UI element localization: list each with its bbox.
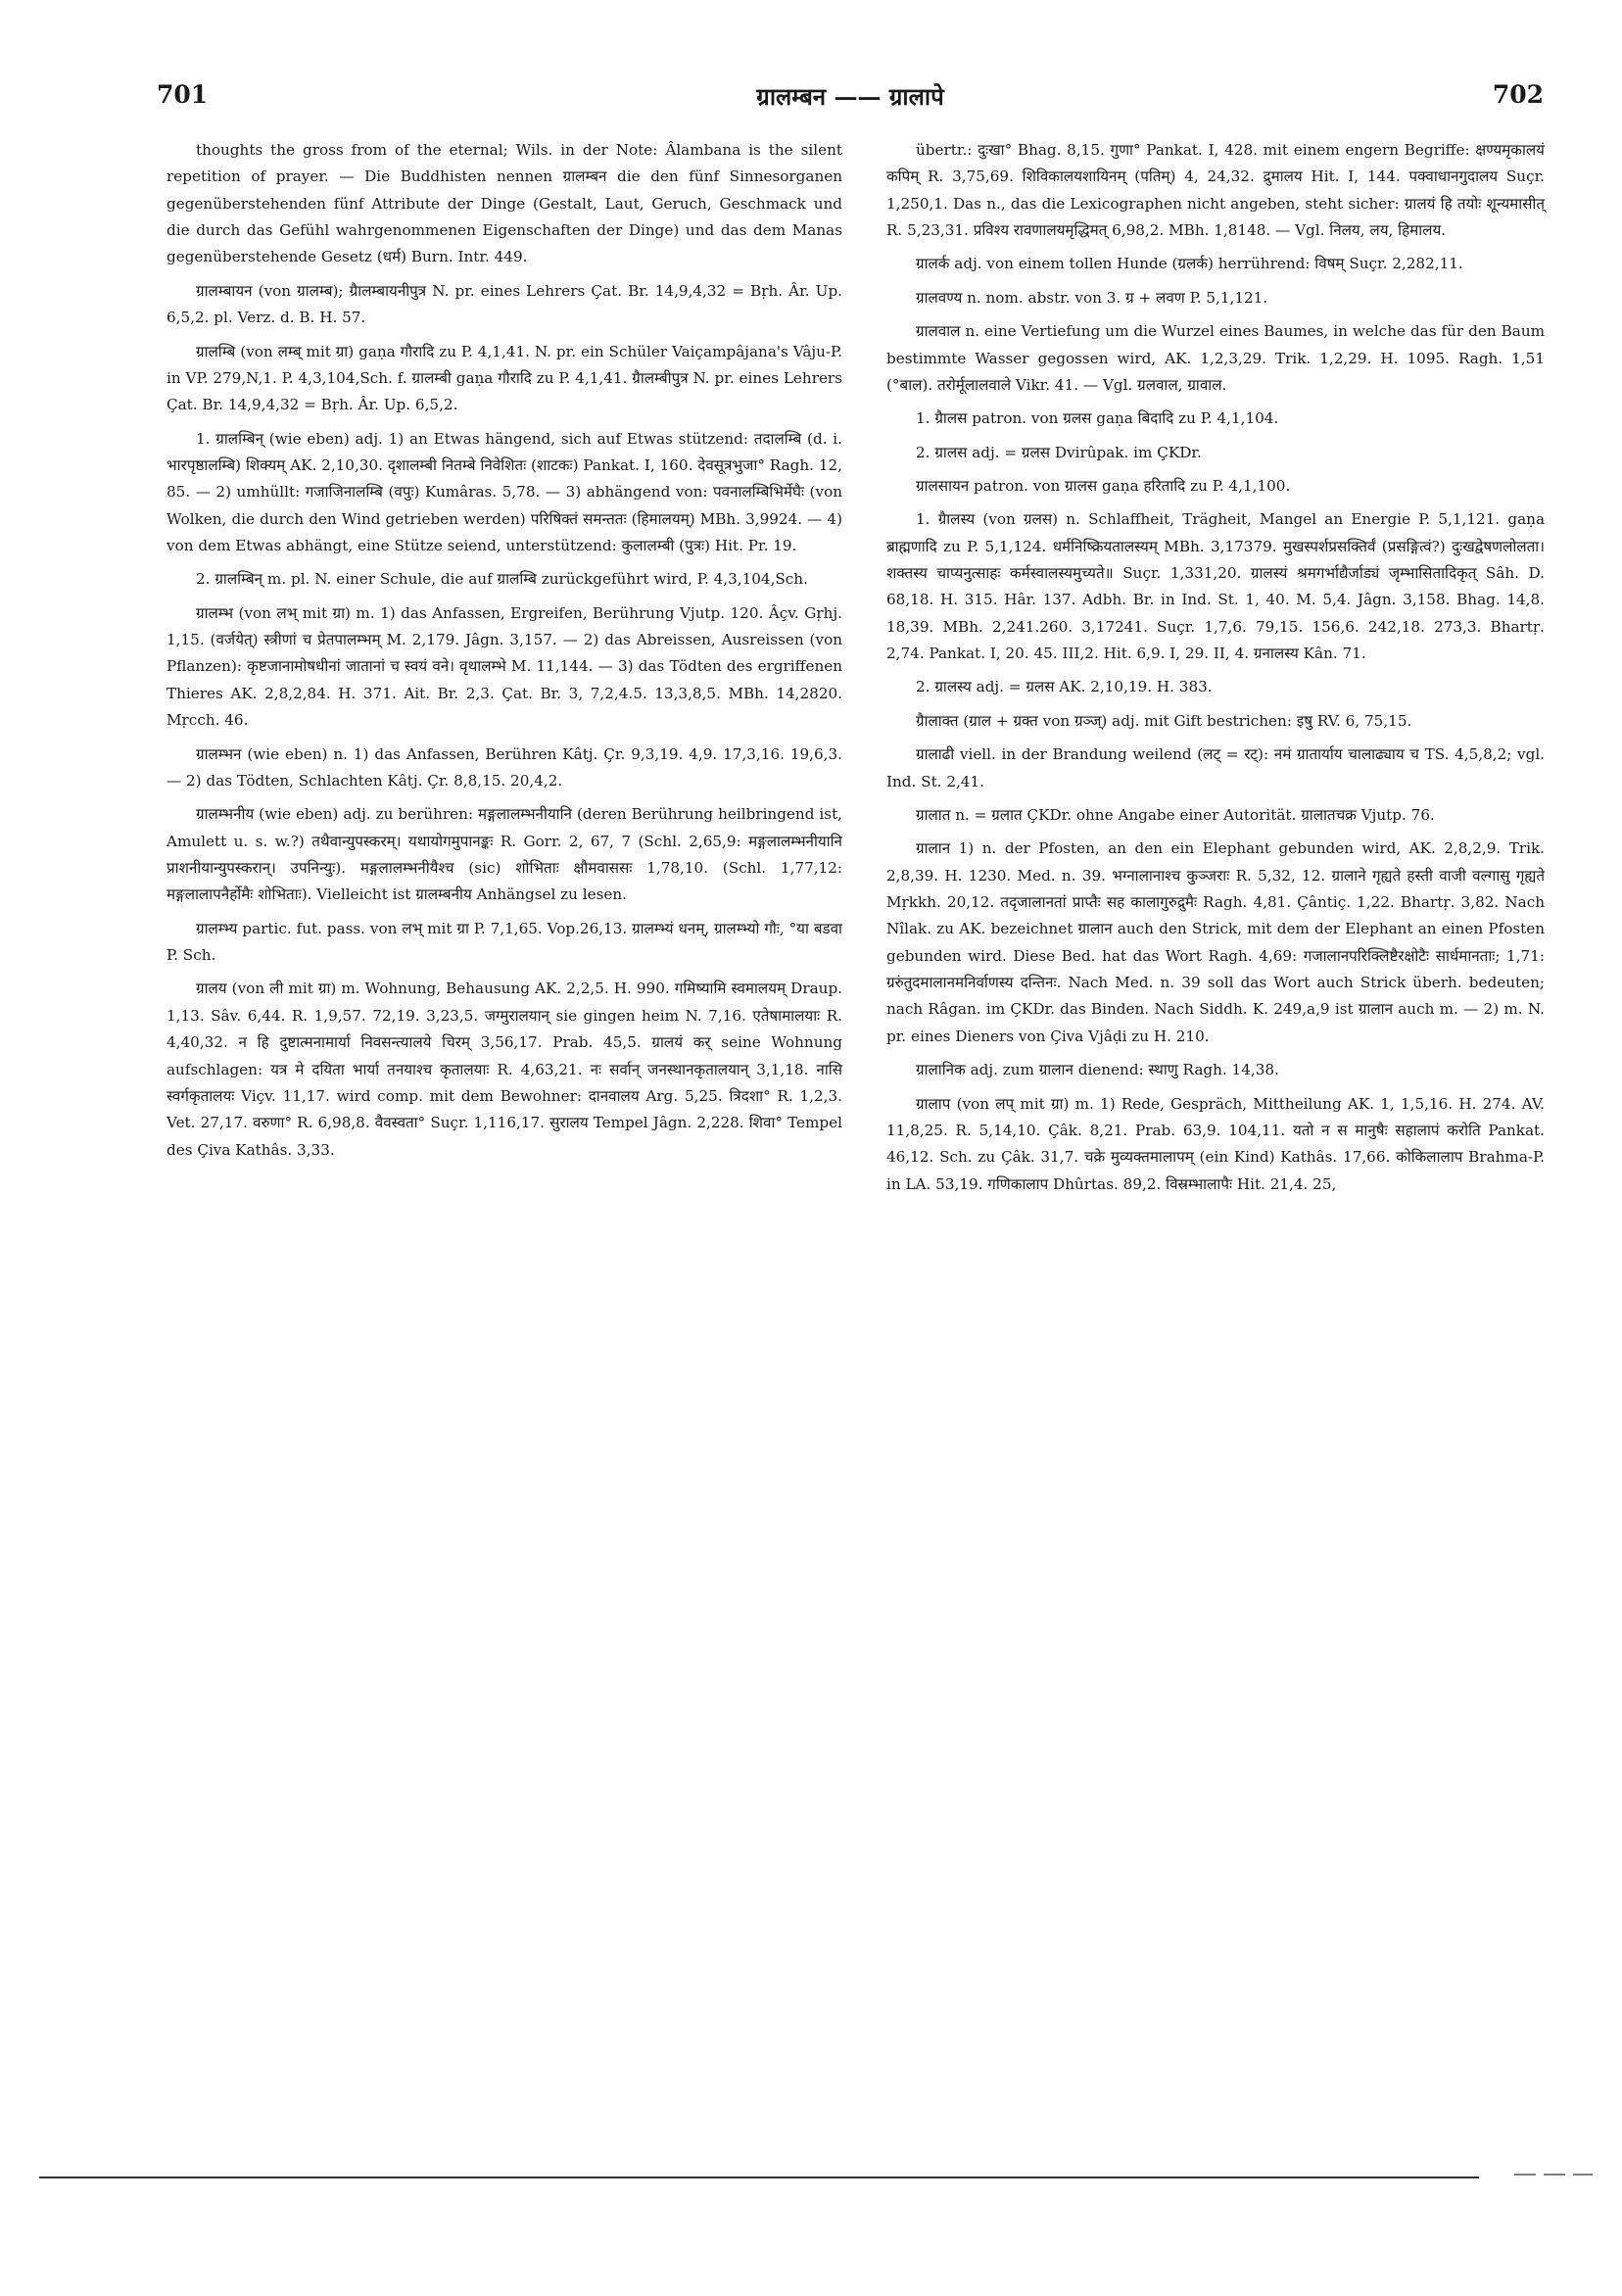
entry: ग्रालवाल n. eine Vertiefung um die Wurzel eines Baumes, in welche das für den Baum bestimmte Wasser gegossen wird, AK. 1,2,3,29. Trik. 1,2,29. H. 1095. Ragh. 1,51 (°बाल). तरोर्मूलालवाले Vikr. 41. — Vgl. ग्रलवाल, ग्रावाल. bbox=[886, 322, 1545, 394]
entry: 2. ग्रालम्बिन् m. pl. N. einer Schule, die auf ग्रालम्बि zurückgeführt wird, P. 4,3,104,Sch. bbox=[196, 570, 808, 589]
entry: ग्रालम्भ (von लभ् mit ग्रा) m. 1) das Anfassen, Ergreifen, Berührung Vjutp. 120. Âçv. Gṛhj. 1,15. (वर्जयेत्) स्त्रीणां च प्रेतपालम्भम् M. 2,179. Jâgn. 3,157. — 2) das Abreissen, Ausreissen (von Pflanzen): कृष्टजानामोषधीनां जातानां च स्वयं वने। वृथालम्भे M. 11,144. — 3) das Tödten des ergriffenen Thieres AK. 2,8,2,84. H. 371. Ait. Br. 2,3. Çat. Br. 3, 7,2,4.5. 13,3,8,5. MBh. 14,2820. Mṛcch. 46. bbox=[167, 603, 842, 730]
entry: ग्रालम्बायन (von ग्रालम्ब); ग्रैालम्बायनीपुत्र N. pr. eines Lehrers Çat. Br. 14,9,4,32 = Bṛh. Âr. Up. 6,5,2. pl. Verz. d. B. H. 57. bbox=[167, 281, 842, 327]
entry: 1. ग्रालम्बिन् (wie eben) adj. 1) an Etwas hängend, sich auf Etwas stützend: तदालम्बि (d. i. भारपृष्ठालम्बि) शिक्यम् AK. 2,10,30. दृशालम्बी नितम्बे निवेशितः (शाटकः) Pankat. I, 160. देवसूत्रभुजा° Ragh. 12, 85. — 2) umhüllt: गजाजिनालम्बि (वपुः) Kumâras. 5,78. — 3) abhängend von: पवनालम्बिभिर्मेघैः (von Wolken, die durch den Wind getrieben werden) परिषिक्तं समन्ततः (हिमालयम्) MBh. 3,9924. — 4) von dem Etwas abhängt, eine Stütze seiend, unterstützend: कुलालम्बी (पुत्रः) Hit. Pr. 19. bbox=[167, 429, 842, 555]
entry: ग्रालम्भनीय (wie eben) adj. zu berühren: मङ्गलालम्भनीयानि (deren Berührung heilbringend ist, Amulett u. s. w.?) तथैवान्युपस्करम्। यथायोगमुपानङ्कः R. Gorr. 2, 67, 7 (Schl. 2,65,9: मङ्गलालम्भनीयानि प्राशनीयान्युपस्करान्। उपनिन्युः). मङ्गलालम्भनीयैश्च (sic) शोभिताः क्षौमवाससः 1,78,10. (Schl. 1,77,12: मङ्गलालापनैर्होमैः शोभिताः). Vielleicht ist ग्रालम्बनीय Anhängsel zu lesen. bbox=[167, 805, 842, 904]
entry: 1. ग्रैालस patron. von ग्रलस gaṇa बिदादि zu P. 4,1,104. bbox=[916, 409, 1279, 428]
entry: 1. ग्रैालस्य (von ग्रलस) n. Schlaffheit, Trägheit, Mangel an Energie P. 5,1,121. gaṇa ब्राह्मणादि zu P. 5,1,124. धर्मनिष्क्रियतालस्यम् MBh. 3,17379. मुखस्पर्शप्रसक्तिर्वं (प्रसङ्गित्वं?) दुःखद्वेषणलोलता। शक्तस्य चाप्यनुत्साहः कर्मस्वालस्यमुच्यते॥ Suçr. 1,331,20. ग्रालस्यं श्रमगर्भाद्यैर्जाड्यं जृम्भासितादिकृत् Sâh. D. 68,18. H. 315. Hâr. 137. Adbh. Br. in Ind. St. 1, 40. M. 5,4. Jâgn. 3,158. Bhag. 14,8. 18,39. MBh. 2,241.260. 3,17241. Suçr. 1,7,6. 79,15. 156,6. 242,18. 273,3. Bhartṛ. 2,74. Pankat. I, 20. 45. III,2. Hit. 6,9. I, 29. II, 4. ग्रनालस्य Kân. 71. bbox=[886, 510, 1545, 663]
entry: ग्रालानिक adj. zum ग्रालान dienend: स्थाणु Ragh. 14,38. bbox=[916, 1061, 1279, 1079]
footer-dashes bbox=[1514, 2168, 1593, 2181]
entry: thoughts the gross from of the eternal; Wils. in der Note: Âlambana is the silent repetition of prayer. — Die Buddhisten nennen ग्रालम्बन die den fünf Sinnesorganen gegenüberstehenden fünf Attribute der Dinge (Gestalt, Laut, Geruch, Geschmack und die durch das Gefühl wahrgenommenen Eigenschaften der Dinge) und das dem Manas gegenüberstehende Gesetz (धर्म) Burn. Intr. 449. bbox=[167, 141, 842, 266]
entry: ग्रालसायन patron. von ग्रालस gaṇa हरितादि zu P. 4,1,100. bbox=[916, 476, 1291, 495]
entry: ग्रालम्भ्य partic. fut. pass. von लभ् mit ग्रा P. 7,1,65. Vop.26,13. ग्रालम्भ्यं धनम्, ग्रालम्भ्यो गौः, °या बडवा P. Sch. bbox=[167, 919, 842, 965]
entry: ग्रालाप (von लप् mit ग्रा) m. 1) Rede, Gespräch, Mittheilung AK. 1, 1,5,16. H. 274. AV. 11,8,25. R. 5,14,10. Çâk. 8,21. Prab. 63,9. 104,11. यतो न स मानुषैः सहालापं करोति Pankat. 46,12. Sch. zu Çâk. 31,7. चक्रे मुव्यक्तमालापम् (ein Kind) Kathâs. 17,66. कोकिलालाप Brahma-P. in LA. 53,19. गणिकालाप Dhûrtas. 89,2. विस्रम्भालापैः Hit. 21,4. 25, bbox=[886, 1094, 1545, 1193]
entry: ग्रालर्क adj. von einem tollen Hunde (ग्रलर्क) herrührend: विषम् Suçr. 2,282,11. bbox=[916, 255, 1463, 273]
running-head: ग्रालम्बन —— ग्रालापे bbox=[756, 82, 944, 111]
entry: 2. ग्रालस्य adj. = ग्रलस AK. 2,10,19. H. 383. bbox=[916, 678, 1213, 696]
left-column bbox=[167, 137, 842, 1171]
entry: ग्रालम्बि (von लम्ब् mit ग्रा) gaṇa गौरादि zu P. 4,1,41. N. pr. ein Schüler Vaiçampâjana's Vâju-P. in VP. 279,N,1. P. 4,3,104,Sch. f. ग्रालम्बी gaṇa गौरादि zu P. 4,1,41. ग्रैालम्बीपुत्र N. pr. eines Lehrers Çat. Br. 14,9,4,32 = Bṛh. Âr. Up. 6,5,2. bbox=[167, 342, 842, 414]
entry: ग्रालवण्य n. nom. abstr. von 3. ग्र + लवण P. 5,1,121. bbox=[916, 288, 1268, 307]
entry: ग्रालम्भन (wie eben) n. 1) das Anfassen, Berühren Kâtj. Çr. 9,3,19. 4,9. 17,3,16. 19,6,3. — 2) das Tödten, Schlachten Kâtj. Çr. 8,8,15. 20,4,2. bbox=[167, 744, 842, 789]
page-number-right: 702 bbox=[1492, 80, 1544, 109]
entry: ग्रालाढी viell. in der Brandung weilend (लट् = रट्): नमं ग्रातार्याय चालाढ्याय च TS. 4,5,8,2; vgl. Ind. St. 2,41. bbox=[886, 745, 1545, 790]
entry: ग्रैालाक्त (ग्राल + ग्रक्त von ग्रञ्ज्) adj. mit Gift bestrichen: इषु RV. 6, 75,15. bbox=[916, 711, 1412, 730]
entry: 2. ग्रालस adj. = ग्रलस Dvirûpak. im ÇKDr. bbox=[916, 443, 1202, 461]
entry: übertr.: दुःखा° Bhag. 8,15. गुणा° Pankat. I, 428. mit einem engern Begriffe: क्षण्यमृकालयं कपिम् R. 3,75,69. शिविकालयशायिनम् (पतिम्) 4, 24,32. द्रुमालय Hit. I, 144. पक्वाधानगुदालय Suçr. 1,250,1. Das n., das die Lexicographen nicht angeben, steht sicher: ग्रालयं हि तयोः शून्यमासीत् R. 5,23,31. प्रविश्य रावणालयमृद्धिमत् 6,98,2. MBh. 1,8148. — Vgl. निलय, लय, हिमालय. bbox=[886, 141, 1545, 240]
right-column bbox=[886, 137, 1545, 1205]
entry: ग्रालान 1) n. der Pfosten, an den ein Elephant gebunden wird, AK. 2,8,2,9. Trik. 2,8,39. H. 1230. Med. n. 39. भग्नालानाश्च कुञ्जराः R. 5,32, 12. ग्रालाने गृह्यते हस्ती वाजी वल्गासु गृह्यते Mṛkkh. 20,12. तदृजालानतां प्राप्तैः सह कालागुरुद्रुमैः Ragh. 4,81. Çântiç. 1,22. Bhartṛ. 3,82. Nach Nîlak. zu AK. bezeichnet ग्रालान auch den Strick, mit dem der Elephant an einen Pfosten gebunden wird. Diese Bed. hat das Wort Ragh. 4,69: गजालानपरिक्लिष्टैरक्षोटैः सार्धमानताः; 1,71: ग्ररुंतुदमालानमनिर्वाणस्य दन्तिनः. Nach Med. n. 39 soll das Wort auch Strick überh. bedeuten; nach Râgan. im ÇKDr. das Binden. Nach Siddh. K. 249,a,9 ist ग्रालान auch m. — 2) m. N. pr. eines Dieners von Çiva Vjâḍi zu H. 210. bbox=[886, 839, 1545, 1045]
page-header bbox=[157, 80, 1544, 120]
page-number-left: 701 bbox=[157, 80, 209, 109]
footer-rule bbox=[39, 2176, 1479, 2178]
entry: ग्रालय (von ली mit ग्रा) m. Wohnung, Behausung AK. 2,2,5. H. 990. गमिष्यामि स्वमालयम् Draup. 1,13. Sâv. 6,44. R. 1,9,57. 72,19. 3,23,5. जग्मुरालयान् sie gingen heim N. 7,16. एतेषामालयाः R. 4,40,32. न हि दुष्टात्मनामार्या निवसन्त्यालये चिरम् 3,56,17. Prab. 45,5. ग्रालयं कर् seine Wohnung aufschlagen: यत्र मे दयिता भार्या तनयाश्च कृतालयाः R. 4,63,21. नः सर्वान् जनस्थानकृतालयान् 3,1,18. नासि स्वर्गकृतालयः Viçv. 11,17. wird comp. mit dem Bewohner: दानवालय Arg. 5,25. त्रिदशा° R. 1,2,3. Vet. 27,17. वरुणा° R. 6,98,8. वैवस्वता° Suçr. 1,116,17. सुरालय Tempel Jâgn. 2,228. शिवा° Tempel des Çiva Kathâs. 3,33. bbox=[167, 980, 842, 1159]
entry: ग्रालात n. = ग्रलात ÇKDr. ohne Angabe einer Autorität. ग्रालातचक्र Vjutp. 76. bbox=[916, 805, 1435, 824]
